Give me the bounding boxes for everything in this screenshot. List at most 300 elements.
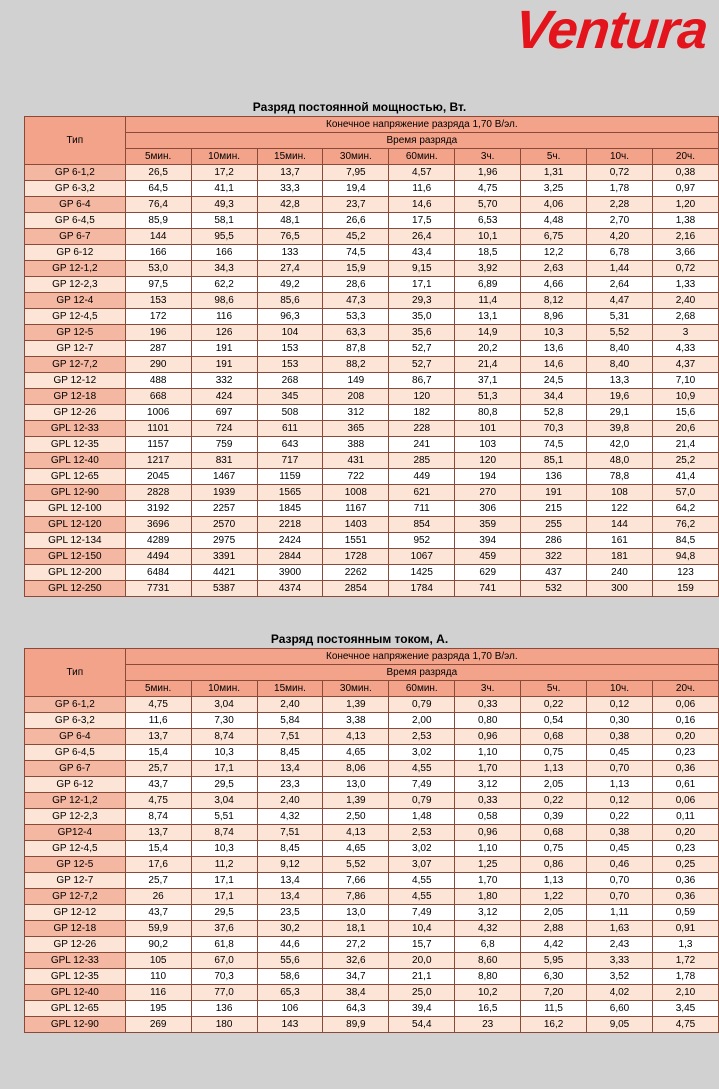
table-cell: 1,72 bbox=[652, 953, 718, 969]
battery-type: GP 12-18 bbox=[25, 921, 126, 937]
table-row bbox=[25, 453, 719, 469]
table-cell: 228 bbox=[389, 421, 455, 437]
table-cell: 1008 bbox=[323, 485, 389, 501]
table-cell: 2,10 bbox=[652, 985, 718, 1001]
table-cell: 4374 bbox=[257, 581, 323, 597]
table-cell: 153 bbox=[125, 293, 191, 309]
table-cell: 0,97 bbox=[652, 181, 718, 197]
table-row bbox=[25, 793, 719, 809]
table-cell: 16,5 bbox=[455, 1001, 521, 1017]
table-cell: 20,6 bbox=[652, 421, 718, 437]
table-cell: 0,33 bbox=[455, 793, 521, 809]
battery-type: GP 6-4,5 bbox=[25, 213, 126, 229]
header-final-voltage: Конечное напряжение разряда 1,70 В/эл. bbox=[125, 649, 718, 665]
table-cell: 4,65 bbox=[323, 841, 389, 857]
table-cell: 1,22 bbox=[521, 889, 587, 905]
table-cell: 4,48 bbox=[521, 213, 587, 229]
table-cell: 4,02 bbox=[587, 985, 653, 1001]
table-cell: 80,8 bbox=[455, 405, 521, 421]
table-cell: 4,42 bbox=[521, 937, 587, 953]
header-time: 3ч. bbox=[455, 681, 521, 697]
table-cell: 1403 bbox=[323, 517, 389, 533]
table-cell: 181 bbox=[587, 549, 653, 565]
table-cell: 26 bbox=[125, 889, 191, 905]
table-row bbox=[25, 969, 719, 985]
table-cell: 13,7 bbox=[257, 165, 323, 181]
table-cell: 2975 bbox=[191, 533, 257, 549]
table-cell: 0,36 bbox=[652, 761, 718, 777]
header-time: 20ч. bbox=[652, 681, 718, 697]
table-cell: 5387 bbox=[191, 581, 257, 597]
table-cell: 2,63 bbox=[521, 261, 587, 277]
battery-type: GPL 12-120 bbox=[25, 517, 126, 533]
table-cell: 13,6 bbox=[521, 341, 587, 357]
table-cell: 32,6 bbox=[323, 953, 389, 969]
table-cell: 2,70 bbox=[587, 213, 653, 229]
table-cell: 86,7 bbox=[389, 373, 455, 389]
table-cell: 854 bbox=[389, 517, 455, 533]
table-cell: 104 bbox=[257, 325, 323, 341]
table-cell: 74,5 bbox=[521, 437, 587, 453]
table-cell: 11,5 bbox=[521, 1001, 587, 1017]
battery-type: GP12-4 bbox=[25, 825, 126, 841]
table-cell: 437 bbox=[521, 565, 587, 581]
table-cell: 1157 bbox=[125, 437, 191, 453]
table-cell: 77,0 bbox=[191, 985, 257, 1001]
table-cell: 3,92 bbox=[455, 261, 521, 277]
table-cell: 8,60 bbox=[455, 953, 521, 969]
table-row bbox=[25, 325, 719, 341]
table-cell: 6,75 bbox=[521, 229, 587, 245]
table-cell: 4,32 bbox=[257, 809, 323, 825]
table-row bbox=[25, 229, 719, 245]
table-cell: 161 bbox=[587, 533, 653, 549]
table-cell: 0,68 bbox=[521, 729, 587, 745]
table-cell: 4,06 bbox=[521, 197, 587, 213]
table-cell: 78,8 bbox=[587, 469, 653, 485]
table-cell: 6,53 bbox=[455, 213, 521, 229]
battery-type: GP 12-12 bbox=[25, 905, 126, 921]
table-cell: 0,20 bbox=[652, 729, 718, 745]
table-cell: 8,74 bbox=[191, 825, 257, 841]
table-cell: 2045 bbox=[125, 469, 191, 485]
table-cell: 0,38 bbox=[652, 165, 718, 181]
table-cell: 166 bbox=[125, 245, 191, 261]
battery-type: GP 12-4,5 bbox=[25, 309, 126, 325]
table-cell: 6,60 bbox=[587, 1001, 653, 1017]
table-cell: 76,5 bbox=[257, 229, 323, 245]
table-cell: 3192 bbox=[125, 501, 191, 517]
table-cell: 2257 bbox=[191, 501, 257, 517]
table-cell: 4,57 bbox=[389, 165, 455, 181]
table-cell: 11,2 bbox=[191, 857, 257, 873]
table-cell: 5,70 bbox=[455, 197, 521, 213]
table-cell: 24,5 bbox=[521, 373, 587, 389]
table-cell: 0,20 bbox=[652, 825, 718, 841]
table-cell: 2,50 bbox=[323, 809, 389, 825]
table-row bbox=[25, 277, 719, 293]
header-time: 5ч. bbox=[521, 681, 587, 697]
table-cell: 285 bbox=[389, 453, 455, 469]
table-cell: 643 bbox=[257, 437, 323, 453]
table-cell: 3391 bbox=[191, 549, 257, 565]
table-cell: 365 bbox=[323, 421, 389, 437]
table-cell: 4,13 bbox=[323, 825, 389, 841]
table-cell: 195 bbox=[125, 1001, 191, 1017]
table-cell: 17,1 bbox=[389, 277, 455, 293]
current-discharge-table bbox=[24, 648, 719, 1033]
table-cell: 63,3 bbox=[323, 325, 389, 341]
table-cell: 9,05 bbox=[587, 1017, 653, 1033]
table-cell: 3 bbox=[652, 325, 718, 341]
table-cell: 153 bbox=[257, 341, 323, 357]
table-cell: 43,4 bbox=[389, 245, 455, 261]
table-cell: 191 bbox=[191, 357, 257, 373]
table-cell: 149 bbox=[323, 373, 389, 389]
table-cell: 6,30 bbox=[521, 969, 587, 985]
table-cell: 35,6 bbox=[389, 325, 455, 341]
battery-type: GPL 12-33 bbox=[25, 953, 126, 969]
table-cell: 611 bbox=[257, 421, 323, 437]
battery-type: GPL 12-150 bbox=[25, 549, 126, 565]
table-cell: 52,8 bbox=[521, 405, 587, 421]
table-cell: 61,8 bbox=[191, 937, 257, 953]
battery-type: GP 12-5 bbox=[25, 325, 126, 341]
table-cell: 2,43 bbox=[587, 937, 653, 953]
table-cell: 20,0 bbox=[389, 953, 455, 969]
table-cell: 10,9 bbox=[652, 389, 718, 405]
table-cell: 54,4 bbox=[389, 1017, 455, 1033]
table-cell: 29,5 bbox=[191, 777, 257, 793]
table-cell: 5,84 bbox=[257, 713, 323, 729]
table-cell: 1,70 bbox=[455, 873, 521, 889]
header-time: 10ч. bbox=[587, 681, 653, 697]
table-cell: 136 bbox=[521, 469, 587, 485]
header-time: 10мин. bbox=[191, 149, 257, 165]
table-cell: 16,2 bbox=[521, 1017, 587, 1033]
battery-type: GP 12-7 bbox=[25, 873, 126, 889]
table-row bbox=[25, 421, 719, 437]
table-row bbox=[25, 761, 719, 777]
table-cell: 10,3 bbox=[191, 841, 257, 857]
battery-type: GP 12-2,3 bbox=[25, 809, 126, 825]
header-time: 20ч. bbox=[652, 149, 718, 165]
table-cell: 2570 bbox=[191, 517, 257, 533]
table-cell: 98,6 bbox=[191, 293, 257, 309]
table-cell: 8,45 bbox=[257, 841, 323, 857]
table-cell: 0,06 bbox=[652, 793, 718, 809]
table-cell: 1167 bbox=[323, 501, 389, 517]
table-cell: 11,4 bbox=[455, 293, 521, 309]
table-cell: 2,53 bbox=[389, 729, 455, 745]
table-cell: 6,8 bbox=[455, 937, 521, 953]
table-cell: 759 bbox=[191, 437, 257, 453]
table-cell: 44,6 bbox=[257, 937, 323, 953]
table-cell: 7,51 bbox=[257, 825, 323, 841]
table-cell: 1,80 bbox=[455, 889, 521, 905]
header-time: 60мин. bbox=[389, 681, 455, 697]
table-cell: 21,4 bbox=[652, 437, 718, 453]
battery-type: GP 12-7 bbox=[25, 341, 126, 357]
table-cell: 25,2 bbox=[652, 453, 718, 469]
table-cell: 33,3 bbox=[257, 181, 323, 197]
table-cell: 1,10 bbox=[455, 745, 521, 761]
table-cell: 1,33 bbox=[652, 277, 718, 293]
table-cell: 74,5 bbox=[323, 245, 389, 261]
table-cell: 1565 bbox=[257, 485, 323, 501]
table-cell: 15,6 bbox=[652, 405, 718, 421]
table-cell: 4,37 bbox=[652, 357, 718, 373]
table-cell: 286 bbox=[521, 533, 587, 549]
table-cell: 85,9 bbox=[125, 213, 191, 229]
table-cell: 64,5 bbox=[125, 181, 191, 197]
table-cell: 3,02 bbox=[389, 841, 455, 857]
table-cell: 4,55 bbox=[389, 761, 455, 777]
power-table-title: Разряд постоянной мощностью, Вт. bbox=[252, 100, 467, 114]
table-cell: 17,1 bbox=[191, 761, 257, 777]
table-row bbox=[25, 437, 719, 453]
table-cell: 1728 bbox=[323, 549, 389, 565]
battery-type: GP 12-7,2 bbox=[25, 889, 126, 905]
table-cell: 388 bbox=[323, 437, 389, 453]
table-row bbox=[25, 809, 719, 825]
ventura-logo: Ventura bbox=[511, 0, 711, 60]
table-cell: 1217 bbox=[125, 453, 191, 469]
battery-type: GP 6-3,2 bbox=[25, 713, 126, 729]
table-cell: 4,20 bbox=[587, 229, 653, 245]
table-cell: 3,45 bbox=[652, 1001, 718, 1017]
table-cell: 11,6 bbox=[389, 181, 455, 197]
table-cell: 34,4 bbox=[521, 389, 587, 405]
table-cell: 1425 bbox=[389, 565, 455, 581]
table-cell: 359 bbox=[455, 517, 521, 533]
table-cell: 25,7 bbox=[125, 873, 191, 889]
table-cell: 41,4 bbox=[652, 469, 718, 485]
battery-type: GPL 12-200 bbox=[25, 565, 126, 581]
table-cell: 0,38 bbox=[587, 825, 653, 841]
table-cell: 629 bbox=[455, 565, 521, 581]
battery-type: GP 6-4 bbox=[25, 197, 126, 213]
table-cell: 9,12 bbox=[257, 857, 323, 873]
battery-type: GP 12-1,2 bbox=[25, 261, 126, 277]
table-cell: 15,4 bbox=[125, 745, 191, 761]
table-cell: 1,31 bbox=[521, 165, 587, 181]
table-cell: 0,59 bbox=[652, 905, 718, 921]
table-cell: 30,2 bbox=[257, 921, 323, 937]
table-cell: 0,22 bbox=[587, 809, 653, 825]
battery-type: GP 12-5 bbox=[25, 857, 126, 873]
table-cell: 101 bbox=[455, 421, 521, 437]
table-cell: 1101 bbox=[125, 421, 191, 437]
table-cell: 431 bbox=[323, 453, 389, 469]
table-cell: 17,2 bbox=[191, 165, 257, 181]
table-cell: 11,6 bbox=[125, 713, 191, 729]
table-cell: 0,61 bbox=[652, 777, 718, 793]
table-cell: 5,51 bbox=[191, 809, 257, 825]
table-row bbox=[25, 197, 719, 213]
table-cell: 42,0 bbox=[587, 437, 653, 453]
table-cell: 1845 bbox=[257, 501, 323, 517]
table-cell: 0,70 bbox=[587, 873, 653, 889]
table-cell: 28,6 bbox=[323, 277, 389, 293]
table-cell: 1,10 bbox=[455, 841, 521, 857]
table-cell: 42,8 bbox=[257, 197, 323, 213]
table-cell: 5,31 bbox=[587, 309, 653, 325]
battery-type: GP 6-4,5 bbox=[25, 745, 126, 761]
table-cell: 116 bbox=[125, 985, 191, 1001]
table-cell: 269 bbox=[125, 1017, 191, 1033]
table-cell: 10,3 bbox=[521, 325, 587, 341]
table-cell: 70,3 bbox=[191, 969, 257, 985]
table-cell: 180 bbox=[191, 1017, 257, 1033]
table-cell: 1,48 bbox=[389, 809, 455, 825]
table-row bbox=[25, 745, 719, 761]
table-cell: 1,78 bbox=[587, 181, 653, 197]
table-row bbox=[25, 181, 719, 197]
header-discharge-time: Время разряда bbox=[125, 133, 718, 149]
table-cell: 1,44 bbox=[587, 261, 653, 277]
table-cell: 15,7 bbox=[389, 937, 455, 953]
table-cell: 0,11 bbox=[652, 809, 718, 825]
battery-type: GP 12-4,5 bbox=[25, 841, 126, 857]
table-cell: 0,33 bbox=[455, 697, 521, 713]
table-cell: 3,12 bbox=[455, 777, 521, 793]
header-type: Тип bbox=[25, 117, 126, 165]
table-cell: 7731 bbox=[125, 581, 191, 597]
table-cell: 345 bbox=[257, 389, 323, 405]
header-time: 5ч. bbox=[521, 149, 587, 165]
table-cell: 13,4 bbox=[257, 873, 323, 889]
table-cell: 255 bbox=[521, 517, 587, 533]
table-cell: 122 bbox=[587, 501, 653, 517]
table-cell: 6,78 bbox=[587, 245, 653, 261]
table-cell: 1,96 bbox=[455, 165, 521, 181]
header-discharge-time: Время разряда bbox=[125, 665, 718, 681]
table-row bbox=[25, 565, 719, 581]
table-cell: 322 bbox=[521, 549, 587, 565]
table-cell: 0,36 bbox=[652, 873, 718, 889]
table-cell: 59,9 bbox=[125, 921, 191, 937]
table-cell: 0,16 bbox=[652, 713, 718, 729]
battery-type: GPL 12-250 bbox=[25, 581, 126, 597]
table-cell: 49,2 bbox=[257, 277, 323, 293]
table-cell: 1,39 bbox=[323, 697, 389, 713]
table-cell: 17,1 bbox=[191, 889, 257, 905]
battery-type: GPL 12-40 bbox=[25, 453, 126, 469]
table-cell: 13,7 bbox=[125, 729, 191, 745]
table-cell: 208 bbox=[323, 389, 389, 405]
battery-type: GP 6-7 bbox=[25, 229, 126, 245]
table-cell: 3,38 bbox=[323, 713, 389, 729]
current-table-title: Разряд постоянным током, А. bbox=[270, 632, 449, 646]
table-cell: 13,4 bbox=[257, 889, 323, 905]
table-cell: 15,9 bbox=[323, 261, 389, 277]
table-cell: 0,45 bbox=[587, 841, 653, 857]
table-cell: 13,0 bbox=[323, 777, 389, 793]
table-cell: 332 bbox=[191, 373, 257, 389]
table-cell: 7,51 bbox=[257, 729, 323, 745]
table-cell: 7,49 bbox=[389, 777, 455, 793]
table-cell: 106 bbox=[257, 1001, 323, 1017]
table-cell: 105 bbox=[125, 953, 191, 969]
table-cell: 62,2 bbox=[191, 277, 257, 293]
header-type: Тип bbox=[25, 649, 126, 697]
table-cell: 136 bbox=[191, 1001, 257, 1017]
table-cell: 8,74 bbox=[191, 729, 257, 745]
table-row bbox=[25, 857, 719, 873]
table-cell: 3,04 bbox=[191, 793, 257, 809]
table-row bbox=[25, 485, 719, 501]
table-cell: 0,86 bbox=[521, 857, 587, 873]
table-cell: 143 bbox=[257, 1017, 323, 1033]
table-cell: 55,6 bbox=[257, 953, 323, 969]
table-cell: 2,68 bbox=[652, 309, 718, 325]
table-row bbox=[25, 937, 719, 953]
table-cell: 1784 bbox=[389, 581, 455, 597]
table-cell: 94,8 bbox=[652, 549, 718, 565]
table-cell: 4,75 bbox=[125, 793, 191, 809]
table-cell: 88,2 bbox=[323, 357, 389, 373]
table-cell: 45,2 bbox=[323, 229, 389, 245]
table-row bbox=[25, 293, 719, 309]
table-cell: 0,72 bbox=[587, 165, 653, 181]
table-cell: 65,3 bbox=[257, 985, 323, 1001]
table-cell: 2,88 bbox=[521, 921, 587, 937]
table-cell: 43,7 bbox=[125, 777, 191, 793]
table-cell: 1,63 bbox=[587, 921, 653, 937]
table-cell: 48,1 bbox=[257, 213, 323, 229]
table-cell: 5,52 bbox=[587, 325, 653, 341]
table-cell: 1551 bbox=[323, 533, 389, 549]
table-cell: 12,2 bbox=[521, 245, 587, 261]
table-cell: 290 bbox=[125, 357, 191, 373]
table-cell: 53,3 bbox=[323, 309, 389, 325]
table-cell: 27,4 bbox=[257, 261, 323, 277]
table-cell: 21,4 bbox=[455, 357, 521, 373]
table-cell: 0,96 bbox=[455, 729, 521, 745]
table-cell: 4,65 bbox=[323, 745, 389, 761]
table-cell: 116 bbox=[191, 309, 257, 325]
table-row bbox=[25, 921, 719, 937]
table-cell: 3,04 bbox=[191, 697, 257, 713]
table-cell: 21,1 bbox=[389, 969, 455, 985]
table-cell: 27,2 bbox=[323, 937, 389, 953]
table-row bbox=[25, 213, 719, 229]
table-cell: 621 bbox=[389, 485, 455, 501]
table-cell: 2,05 bbox=[521, 777, 587, 793]
table-cell: 0,23 bbox=[652, 745, 718, 761]
table-cell: 5,95 bbox=[521, 953, 587, 969]
table-cell: 23 bbox=[455, 1017, 521, 1033]
table-cell: 449 bbox=[389, 469, 455, 485]
table-cell: 2854 bbox=[323, 581, 389, 597]
table-cell: 14,9 bbox=[455, 325, 521, 341]
table-cell: 3,52 bbox=[587, 969, 653, 985]
table-cell: 1,13 bbox=[587, 777, 653, 793]
battery-type: GPL 12-90 bbox=[25, 1017, 126, 1033]
table-cell: 85,6 bbox=[257, 293, 323, 309]
table-cell: 1,70 bbox=[455, 761, 521, 777]
table-cell: 1067 bbox=[389, 549, 455, 565]
table-row bbox=[25, 713, 719, 729]
table-cell: 7,10 bbox=[652, 373, 718, 389]
table-cell: 4421 bbox=[191, 565, 257, 581]
header-time: 30мин. bbox=[323, 149, 389, 165]
table-cell: 13,1 bbox=[455, 309, 521, 325]
table-row bbox=[25, 261, 719, 277]
table-cell: 57,0 bbox=[652, 485, 718, 501]
table-cell: 7,66 bbox=[323, 873, 389, 889]
